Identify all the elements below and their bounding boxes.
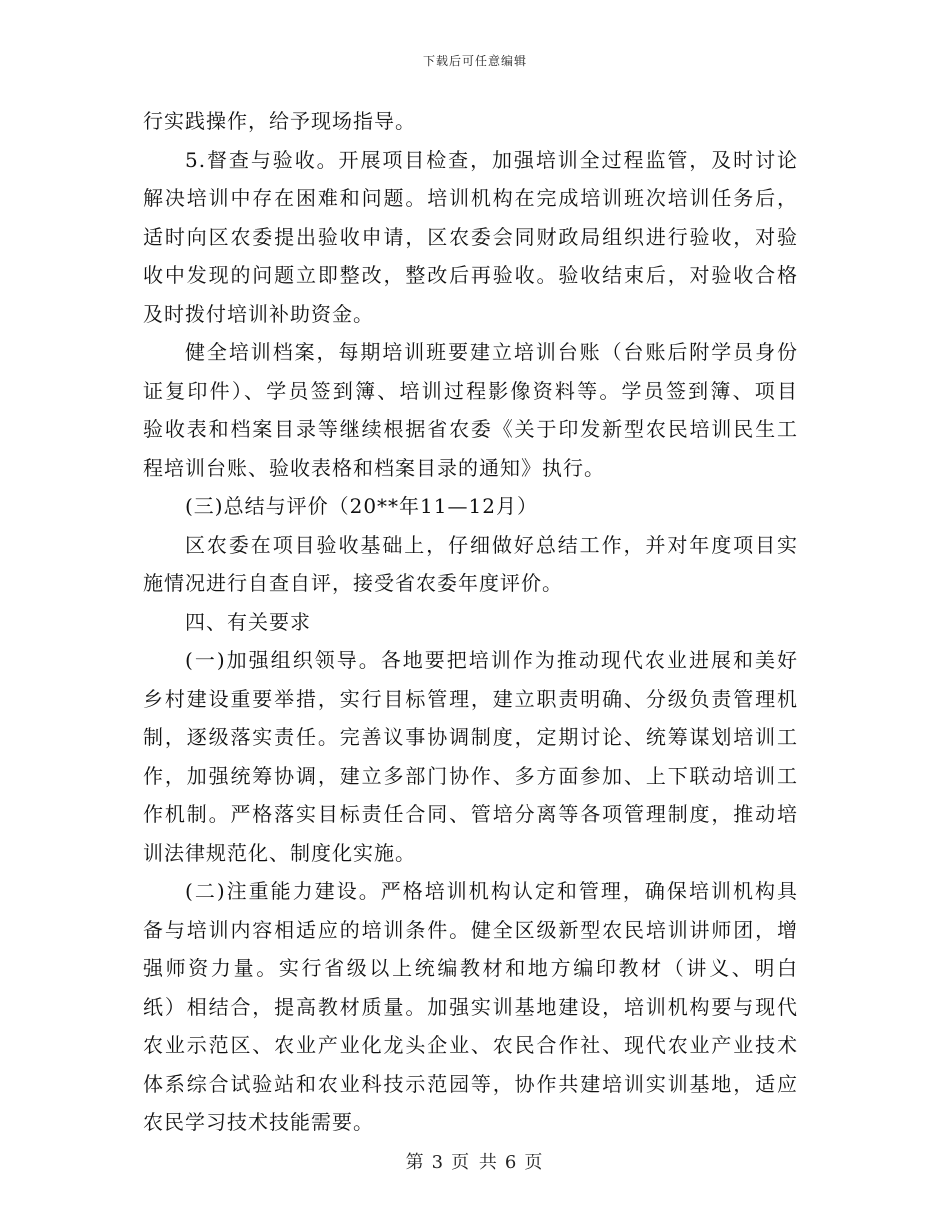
text-line: 解决培训中存在困难和问题。培训机构在完成培训班次培训任务后，	[143, 186, 798, 210]
text-line: 体系综合试验站和农业科技示范园等，协作共建培训实训基地，适应	[143, 1071, 798, 1096]
page-header: 下载后可任意编辑	[422, 54, 527, 68]
footer-prefix: 第	[405, 1152, 426, 1173]
page-footer	[0, 1148, 950, 1174]
text-line: 行实践操作，给予现场指导。	[143, 109, 416, 133]
text-line: 作，加强统筹协调，建立多部门协作、多方面参加、上下联动培训工	[143, 763, 798, 788]
footer-suffix: 页	[524, 1152, 545, 1173]
text-line: 施情况进行自查自评，接受省农委年度评价。	[143, 571, 563, 595]
text-line: 适时向区农委提出验收申请，区农委会同财政局组织进行验收，对验	[143, 224, 798, 249]
text-line: 验收表和档案目录等继续根据省农委《关于印发新型农民培训民生工	[143, 417, 798, 441]
total-pages-number: 6	[504, 1152, 519, 1173]
text-line: 纸）相结合，提高教材质量。加强实训基地建设，培训机构要与现代	[143, 994, 798, 1019]
footer-middle: 页 共	[451, 1152, 499, 1173]
text-line: 5.督查与验收。开展项目检查，加强培训全过程监管，及时讨论	[185, 147, 798, 172]
body-text	[143, 102, 798, 1142]
text-line: 证复印件）、学员签到簿、培训过程影像资料等。学员签到簿、项目	[143, 378, 798, 403]
text-line: 收中发现的问题立即整改，整改后再验收。验收结束后，对验收合格	[143, 263, 798, 287]
section-heading: 四、有关要求	[185, 609, 311, 634]
text-line: 强师资力量。实行省级以上统编教材和地方编印教材（讲义、明白	[143, 956, 798, 980]
text-line: 及时拨付培训补助资金。	[143, 301, 374, 326]
text-line: 健全培训档案，每期培训班要建立培训台账（台账后附学员身份	[185, 340, 798, 364]
text-line: 训法律规范化、制度化实施。	[143, 840, 416, 865]
text-line: 作机制。严格落实目标责任合同、管培分离等各项管理制度，推动培	[143, 802, 798, 826]
text-line: 乡村建设重要举措，实行目标管理，建立职责明确、分级负责管理机	[143, 686, 798, 711]
text-line: 区农委在项目验收基础上，仔细做好总结工作，并对年度项目实	[185, 532, 798, 557]
text-line: (一)加强组织领导。各地要把培训作为推动现代农业进展和美好	[185, 648, 798, 672]
text-line: (二)注重能力建设。严格培训机构认定和管理，确保培训机构具	[185, 879, 798, 903]
text-line: 备与培训内容相适应的培训条件。健全区级新型农民培训讲师团，增	[143, 917, 798, 942]
section-heading: (三)总结与评价（20**年11—12月）	[185, 494, 538, 518]
current-page-number: 3	[431, 1152, 446, 1173]
text-line: 制，逐级落实责任。完善议事协调制度，定期讨论、统筹谋划培训工	[143, 725, 798, 749]
text-line: 农业示范区、农业产业化龙头企业、农民合作社、现代农业产业技术	[143, 1033, 798, 1057]
text-line: 程培训台账、验收表格和档案目录的通知》执行。	[143, 455, 605, 480]
text-line: 农民学习技术技能需要。	[143, 1110, 374, 1134]
